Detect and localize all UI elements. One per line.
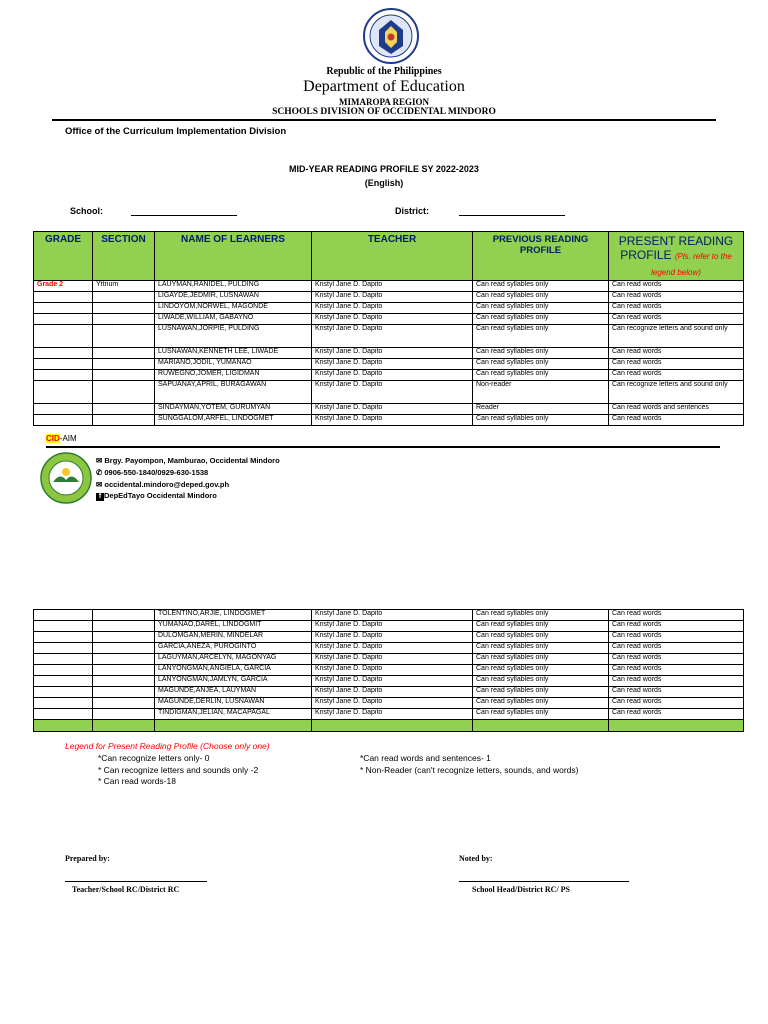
present-profile-cell: Can recognize letters and sound only xyxy=(609,325,744,348)
present-profile-cell: Can read words xyxy=(609,348,744,359)
present-profile-cell: Can read words xyxy=(609,314,744,325)
learner-name-cell: RUWEGNO,JOMER, LIGIDMAN xyxy=(155,370,312,381)
school-label: School: xyxy=(70,206,103,216)
grade-cell xyxy=(34,415,93,426)
present-profile-cell: Can read words xyxy=(609,698,744,709)
grade-cell xyxy=(34,676,93,687)
table-row xyxy=(34,698,744,709)
col-grade: GRADE xyxy=(34,232,93,281)
previous-profile-cell: Can read syllables only xyxy=(473,709,609,720)
republic-heading: Republic of the Philippines xyxy=(326,66,442,77)
reading-profile-table xyxy=(33,231,744,426)
legend-reference-note: (Pls. refer to the legend below) xyxy=(651,252,732,277)
present-profile-cell: Can read words xyxy=(609,359,744,370)
present-profile-cell: Can read words xyxy=(609,709,744,720)
teacher-cell: Kristyl Jane D. Dapito xyxy=(312,709,473,720)
table-row xyxy=(34,348,744,359)
present-profile-cell: Can read words xyxy=(609,610,744,621)
previous-profile-cell: Can read syllables only xyxy=(473,370,609,381)
previous-profile-cell: Can read syllables only xyxy=(473,610,609,621)
previous-profile-cell: Can read syllables only xyxy=(473,348,609,359)
report-title: MID-YEAR READING PROFILE SY 2022-2023 xyxy=(289,164,479,174)
section-cell xyxy=(93,359,155,370)
learner-name-cell: TOLENTINO,ARJIE, LINDOGMET xyxy=(155,610,312,621)
legend-item: * Can read words-18 xyxy=(98,776,176,786)
teacher-cell: Kristyl Jane D. Dapito xyxy=(312,687,473,698)
section-cell xyxy=(93,621,155,632)
grade-cell xyxy=(34,665,93,676)
prepared-by-label: Prepared by: xyxy=(65,854,110,863)
table-row xyxy=(34,303,744,314)
department-heading: Department of Education xyxy=(303,78,465,95)
previous-profile-cell: Can read syllables only xyxy=(473,676,609,687)
table-row xyxy=(34,292,744,303)
table-row xyxy=(34,404,744,415)
learner-name-cell: LINDOYOM,NORWEL, MAGONDE xyxy=(155,303,312,314)
grade-cell xyxy=(34,632,93,643)
footer-bar-cell xyxy=(473,720,609,732)
envelope-icon: ✉ xyxy=(96,480,105,489)
teacher-cell: Kristyl Jane D. Dapito xyxy=(312,415,473,426)
learner-name-cell: YUMANAO,DAREL, LINDOGMIT xyxy=(155,621,312,632)
section-cell xyxy=(93,632,155,643)
grade-cell xyxy=(34,621,93,632)
grade-cell xyxy=(34,370,93,381)
cid-text: CID xyxy=(46,434,60,443)
learner-name-cell: MARIANO,JODIL, YUMANAO xyxy=(155,359,312,370)
previous-profile-cell: Non-reader xyxy=(473,381,609,404)
teacher-cell: Kristyl Jane D. Dapito xyxy=(312,632,473,643)
teacher-cell: Kristyl Jane D. Dapito xyxy=(312,698,473,709)
teacher-cell: Kristyl Jane D. Dapito xyxy=(312,370,473,381)
learner-name-cell: LUSNAWAN,JORPIE, PULDING xyxy=(155,325,312,348)
teacher-cell: Kristyl Jane D. Dapito xyxy=(312,381,473,404)
table-row xyxy=(34,621,744,632)
section-cell xyxy=(93,303,155,314)
section-cell xyxy=(93,370,155,381)
mail-icon: ✉ xyxy=(96,456,105,465)
teacher-cell: Kristyl Jane D. Dapito xyxy=(312,610,473,621)
learner-name-cell: MAGUNDE,DERLIN, LUSNAWAN xyxy=(155,698,312,709)
division-heading: SCHOOLS DIVISION OF OCCIDENTAL MINDORO xyxy=(272,107,496,117)
email-text[interactable]: occidental.mindoro@deped.gov.ph xyxy=(104,480,230,489)
learner-name-cell: SAPUANAY,APRIL, BURAGAWAN xyxy=(155,381,312,404)
previous-profile-cell: Can read syllables only xyxy=(473,687,609,698)
section-cell xyxy=(93,292,155,303)
aim-text: -AIM xyxy=(59,434,77,443)
learner-name-cell: LAUYMAN,RANIDEL, PULDING xyxy=(155,281,312,292)
present-profile-cell: Can read words xyxy=(609,676,744,687)
previous-profile-cell: Can read syllables only xyxy=(473,665,609,676)
teacher-cell: Kristyl Jane D. Dapito xyxy=(312,348,473,359)
address-line xyxy=(96,456,280,465)
email-line xyxy=(96,480,229,489)
previous-profile-cell: Can read syllables only xyxy=(473,281,609,292)
col-name: NAME OF LEARNERS xyxy=(155,232,312,281)
table-footer-bar xyxy=(34,720,744,732)
grade-cell xyxy=(34,643,93,654)
footer-bar-cell xyxy=(93,720,155,732)
phone-text: 0906-550-1840/0929-630-1538 xyxy=(104,468,209,477)
previous-profile-cell: Can read syllables only xyxy=(473,359,609,370)
grade-cell xyxy=(34,348,93,359)
table-row xyxy=(34,665,744,676)
section-cell xyxy=(93,415,155,426)
learner-name-cell: LANYONGMAN,JAMLYN, GARCIA xyxy=(155,676,312,687)
present-profile-cell: Can read words xyxy=(609,370,744,381)
legend-item: * Non-Reader (can't recognize letters, sounds, and words) xyxy=(360,765,579,775)
teacher-cell: Kristyl Jane D. Dapito xyxy=(312,643,473,654)
col-previous: PREVIOUS READING PROFILE xyxy=(473,232,609,281)
teacher-cell: Kristyl Jane D. Dapito xyxy=(312,281,473,292)
learner-name-cell: LAGUYMAN,ARCELYN, MAGONYAG xyxy=(155,654,312,665)
noted-by-signature-line[interactable] xyxy=(459,881,629,882)
school-field[interactable] xyxy=(131,215,237,216)
teacher-cell: Kristyl Jane D. Dapito xyxy=(312,359,473,370)
section-cell xyxy=(93,381,155,404)
present-profile-cell: Can read words xyxy=(609,687,744,698)
previous-profile-cell: Can read syllables only xyxy=(473,632,609,643)
teacher-cell: Kristyl Jane D. Dapito xyxy=(312,325,473,348)
learner-name-cell: SUNGGALOM,ARFEL, LINDOGMET xyxy=(155,415,312,426)
region-heading: MIMAROPA REGION xyxy=(338,97,430,107)
facebook-text[interactable]: DepEdTayo Occidental Mindoro xyxy=(104,491,217,500)
learner-name-cell: LUSNAWAN,KENNETH LEE, LIWADE xyxy=(155,348,312,359)
address-text: Brgy. Payompon, Mamburao, Occidental Mindoro xyxy=(104,456,280,465)
header-divider xyxy=(52,119,716,121)
present-profile-cell: Can read words xyxy=(609,303,744,314)
grade-cell xyxy=(34,698,93,709)
previous-profile-cell: Can read syllables only xyxy=(473,643,609,654)
table-row xyxy=(34,381,744,404)
grade-cell xyxy=(34,404,93,415)
previous-profile-cell: Can read syllables only xyxy=(473,654,609,665)
grade-cell xyxy=(34,654,93,665)
report-language: (English) xyxy=(364,178,404,188)
office-label: Office of the Curriculum Implementation Division xyxy=(65,126,287,137)
grade-cell: Grade 2 xyxy=(34,281,93,292)
legend-item: *Can read words and sentences- 1 xyxy=(360,753,491,763)
table-row xyxy=(34,709,744,720)
phone-line xyxy=(96,468,208,477)
grade-cell xyxy=(34,359,93,370)
table-row xyxy=(34,687,744,698)
section-cell xyxy=(93,610,155,621)
reading-profile-table-continued xyxy=(33,609,744,732)
table-row xyxy=(34,359,744,370)
cid-aim-label xyxy=(46,434,77,443)
previous-profile-cell: Reader xyxy=(473,404,609,415)
table-row xyxy=(34,654,744,665)
section-cell xyxy=(93,325,155,348)
district-label: District: xyxy=(395,206,430,216)
section-cell xyxy=(93,654,155,665)
teacher-cell: Kristyl Jane D. Dapito xyxy=(312,665,473,676)
footer-bar-cell xyxy=(34,720,93,732)
section-cell xyxy=(93,698,155,709)
table-row xyxy=(34,676,744,687)
footer-divider xyxy=(46,446,720,448)
present-profile-cell: Can read words xyxy=(609,632,744,643)
teacher-cell: Kristyl Jane D. Dapito xyxy=(312,303,473,314)
table-row xyxy=(34,610,744,621)
learner-name-cell: MAGUNDE,ANJEA, LAUYMAN xyxy=(155,687,312,698)
footer-bar-cell xyxy=(155,720,312,732)
footer-bar-cell xyxy=(609,720,744,732)
previous-profile-cell: Can read syllables only xyxy=(473,314,609,325)
learner-name-cell: TINDIGMAN,JELIAN, MACAPAGAL xyxy=(155,709,312,720)
grade-cell xyxy=(34,292,93,303)
grade-cell xyxy=(34,314,93,325)
present-profile-cell: Can recognize letters and sound only xyxy=(609,381,744,404)
section-cell xyxy=(93,665,155,676)
noted-by-label: Noted by: xyxy=(459,854,493,863)
grade-cell xyxy=(34,709,93,720)
section-cell xyxy=(93,314,155,325)
facebook-line xyxy=(96,491,217,501)
previous-profile-cell: Can read syllables only xyxy=(473,415,609,426)
previous-profile-cell: Can read syllables only xyxy=(473,621,609,632)
table-row xyxy=(34,415,744,426)
section-cell xyxy=(93,709,155,720)
section-cell xyxy=(93,404,155,415)
section-cell xyxy=(93,676,155,687)
present-profile-cell: Can read words and sentences xyxy=(609,404,744,415)
teacher-cell: Kristyl Jane D. Dapito xyxy=(312,676,473,687)
present-profile-cell: Can read words xyxy=(609,292,744,303)
table-row xyxy=(34,643,744,654)
grade-cell xyxy=(34,325,93,348)
teacher-cell: Kristyl Jane D. Dapito xyxy=(312,654,473,665)
previous-profile-cell: Can read syllables only xyxy=(473,325,609,348)
col-teacher: TEACHER xyxy=(312,232,473,281)
table-row xyxy=(34,632,744,643)
present-profile-cell: Can read words xyxy=(609,415,744,426)
present-profile-cell: Can read words xyxy=(609,654,744,665)
col-section: SECTION xyxy=(93,232,155,281)
prepared-by-signature-line[interactable] xyxy=(65,881,207,882)
section-cell xyxy=(93,348,155,359)
table-row xyxy=(34,325,744,348)
grade-cell xyxy=(34,381,93,404)
previous-profile-cell: Can read syllables only xyxy=(473,303,609,314)
facebook-icon: f xyxy=(96,493,104,501)
grade-cell xyxy=(34,303,93,314)
learner-name-cell: GARCIA,ANEZA, PUROGINTO xyxy=(155,643,312,654)
previous-profile-cell: Can read syllables only xyxy=(473,698,609,709)
previous-profile-cell: Can read syllables only xyxy=(473,292,609,303)
present-profile-cell: Can read words xyxy=(609,621,744,632)
grade-cell xyxy=(34,610,93,621)
deped-seal-icon xyxy=(363,8,419,64)
table-row xyxy=(34,314,744,325)
phone-icon: ✆ xyxy=(96,468,105,477)
learner-name-cell: LIWADE,WILLIAM, GABAYNO xyxy=(155,314,312,325)
learner-name-cell: SINDAYMAN,YOTEM, GURUMYAN xyxy=(155,404,312,415)
footer-bar-cell xyxy=(312,720,473,732)
present-profile-cell: Can read words xyxy=(609,281,744,292)
teacher-cell: Kristyl Jane D. Dapito xyxy=(312,621,473,632)
grade-cell xyxy=(34,687,93,698)
prepared-by-role: Teacher/School RC/District RC xyxy=(72,885,180,894)
noted-by-role: School Head/District RC/ PS xyxy=(472,885,570,894)
legend-item: * Can recognize letters and sounds only -2 xyxy=(98,765,259,775)
present-profile-cell: Can read words xyxy=(609,665,744,676)
learner-name-cell: DULOMGAN,MERIN, MINDELAR xyxy=(155,632,312,643)
learner-name-cell: LIGAYDE,JEDMIR, LUSNAWAN xyxy=(155,292,312,303)
legend-title: Legend for Present Reading Profile (Choose only one) xyxy=(65,741,270,751)
teacher-cell: Kristyl Jane D. Dapito xyxy=(312,292,473,303)
division-logo-icon xyxy=(40,452,92,504)
section-cell xyxy=(93,687,155,698)
learner-name-cell: LANYONGMAN,ANGIELA, GARCIA xyxy=(155,665,312,676)
legend-item: *Can recognize letters only- 0 xyxy=(98,753,210,763)
table-row xyxy=(34,281,744,292)
teacher-cell: Kristyl Jane D. Dapito xyxy=(312,314,473,325)
district-field[interactable] xyxy=(459,215,565,216)
present-profile-cell: Can read words xyxy=(609,643,744,654)
section-cell xyxy=(93,643,155,654)
col-present xyxy=(609,232,744,281)
teacher-cell: Kristyl Jane D. Dapito xyxy=(312,404,473,415)
col-present-label: PRESENT READING PROFILE xyxy=(618,234,734,262)
table-row xyxy=(34,370,744,381)
section-cell: Yttrium xyxy=(93,281,155,292)
